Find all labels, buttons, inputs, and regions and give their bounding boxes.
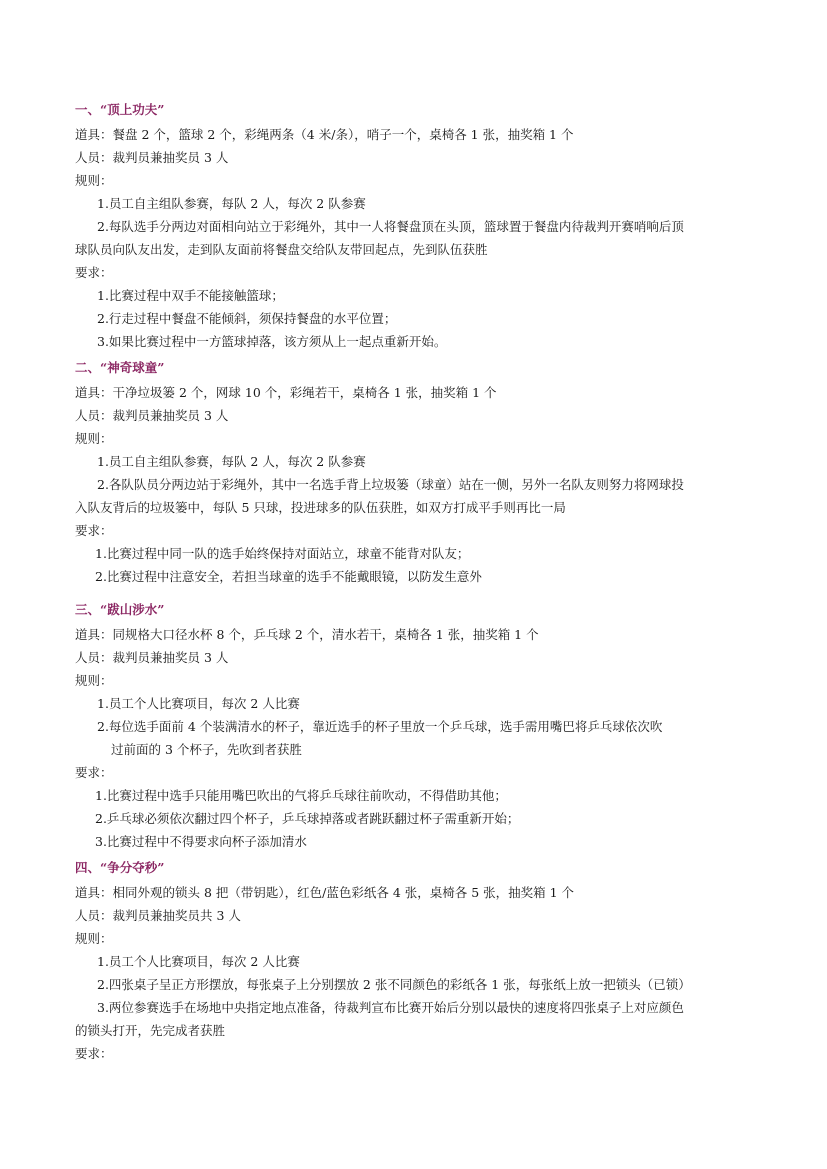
requirements-label: 要求： <box>75 1046 113 1061</box>
section-3 <box>75 598 755 853</box>
rule-item: 3.两位参赛选手在场地中央指定地点准备，待裁判宣布比赛开始后分别以最快的速度将四张桌子上对应颜色 <box>97 1000 684 1015</box>
section-title: 三、“跋山涉水” <box>75 602 165 617</box>
requirement-item: 2.比赛过程中注意安全，若担当球童的选手不能戴眼镜，以防发生意外 <box>95 569 482 584</box>
requirement-item: 2.乒乓球必须依次翻过四个杯子，乒乓球掉落或者跳跃翻过杯子需重新开始； <box>95 811 520 826</box>
rule-item-continuation: 的锁头打开，先完成者获胜 <box>75 1023 226 1038</box>
requirement-item: 2.行走过程中餐盘不能倾斜，须保持餐盘的水平位置； <box>97 311 397 326</box>
rule-item-continuation: 过前面的 3 个杯子，先吹到者获胜 <box>111 742 302 757</box>
requirement-item: 1.比赛过程中同一队的选手始终保持对面站立，球童不能背对队友； <box>95 546 470 561</box>
rule-item-continuation: 球队员向队友出发，走到队友面前将餐盘交给队友带回起点，先到队伍获胜 <box>75 242 488 257</box>
rules-label: 规则： <box>75 431 113 446</box>
rules-label: 规则： <box>75 673 113 688</box>
requirements-label: 要求： <box>75 765 113 780</box>
requirements-label: 要求： <box>75 523 113 538</box>
staff-line: 人员：裁判员兼抽奖员 3 人 <box>75 650 229 665</box>
rule-item: 1.员工个人比赛项目，每次 2 人比赛 <box>97 954 300 969</box>
requirement-item: 3.比赛过程中不得要求向杯子添加清水 <box>95 834 307 849</box>
section-title: 一、“顶上功夫” <box>75 102 165 117</box>
section-4 <box>75 856 755 1065</box>
rules-label: 规则： <box>75 931 113 946</box>
rule-item-continuation: 入队友背后的垃圾篓中，每队 5 只球，投进球多的队伍获胜，如双方打成平手则再比一局 <box>75 500 566 515</box>
staff-line: 人员：裁判员兼抽奖员 3 人 <box>75 408 229 423</box>
requirement-item: 1.比赛过程中双手不能接触篮球； <box>97 288 284 303</box>
props-line: 道具：餐盘 2 个，篮球 2 个，彩绳两条（4 米/条），哨子一个，桌椅各 1 张，抽奖箱 1 个 <box>75 127 574 142</box>
rules-label: 规则： <box>75 173 113 188</box>
staff-line: 人员：裁判员兼抽奖员共 3 人 <box>75 908 241 923</box>
rule-item: 2.四张桌子呈正方形摆放，每张桌子上分别摆放 2 张不同颜色的彩纸各 1 张，每张纸上放一把锁头（已锁） <box>97 977 691 992</box>
requirement-item: 1.比赛过程中选手只能用嘴巴吹出的气将乒乓球往前吹动，不得借助其他； <box>95 788 507 803</box>
section-1 <box>75 98 755 353</box>
section-title: 二、“神奇球童” <box>75 360 165 375</box>
rule-item: 1.员工自主组队参赛，每队 2 人，每次 2 队参赛 <box>97 196 366 211</box>
section-title: 四、“争分夺秒” <box>75 860 165 875</box>
props-line: 道具：干净垃圾篓 2 个，网球 10 个，彩绳若干，桌椅各 1 张，抽奖箱 1 个 <box>75 385 497 400</box>
props-line: 道具：同规格大口径水杯 8 个，乒乓球 2 个，清水若干，桌椅各 1 张，抽奖箱 1 个 <box>75 627 539 642</box>
rule-item: 1.员工自主组队参赛，每队 2 人，每次 2 队参赛 <box>97 454 366 469</box>
requirements-label: 要求： <box>75 265 113 280</box>
props-line: 道具：相同外观的锁头 8 把（带钥匙），红色/蓝色彩纸各 4 张，桌椅各 5 张，抽奖箱 1 个 <box>75 885 575 900</box>
section-2 <box>75 356 755 588</box>
rule-item: 2.各队队员分两边站于彩绳外，其中一名选手背上垃圾篓（球童）站在一侧，另外一名队友则努力将网球投 <box>97 477 684 492</box>
requirement-item: 3.如果比赛过程中一方篮球掉落，该方须从上一起点重新开始。 <box>97 334 447 349</box>
rule-item: 1.员工个人比赛项目，每次 2 人比赛 <box>97 696 300 711</box>
rule-item: 2.每队选手分两边对面相向站立于彩绳外，其中一人将餐盘顶在头顶，篮球置于餐盘内待裁判开赛哨响后顶 <box>97 219 684 234</box>
staff-line: 人员：裁判员兼抽奖员 3 人 <box>75 150 229 165</box>
rule-item: 2.每位选手面前 4 个装满清水的杯子，靠近选手的杯子里放一个乒乓球，选手需用嘴巴将乒乓球依次吹 <box>97 719 663 734</box>
